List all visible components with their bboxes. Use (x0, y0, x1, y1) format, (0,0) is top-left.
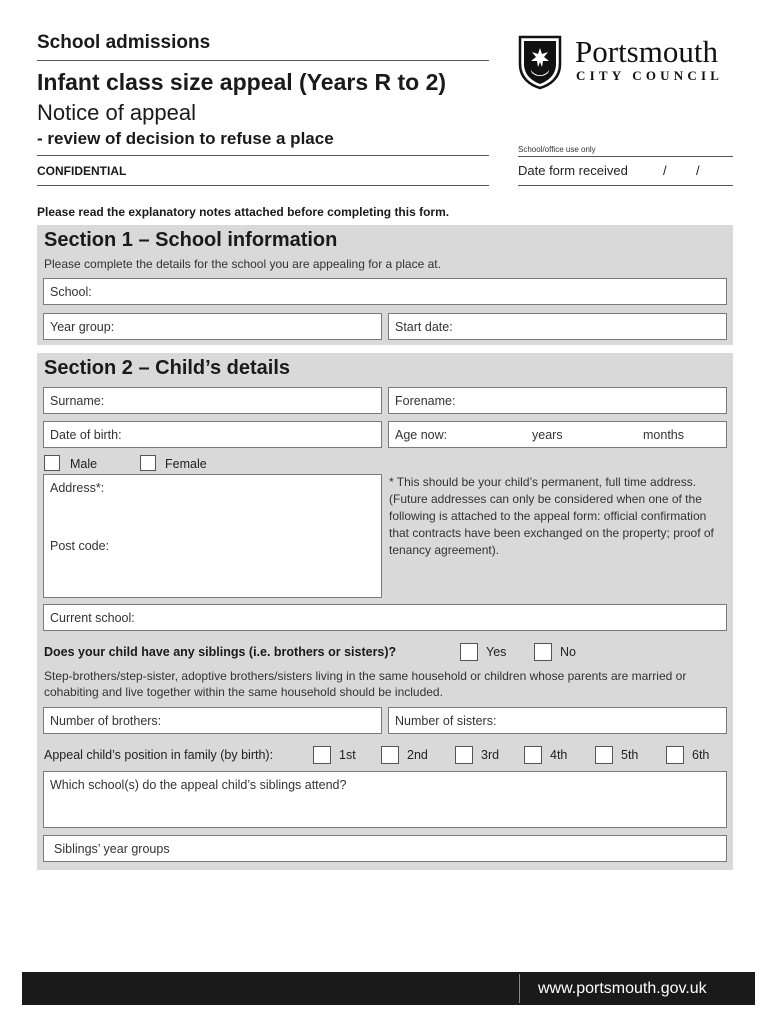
sisters-field[interactable] (388, 707, 727, 734)
form-purpose: - review of decision to refuse a place (37, 129, 334, 148)
brothers-label: Number of brothers: (50, 714, 162, 728)
surname-label: Surname: (50, 394, 105, 408)
male-checkbox[interactable] (44, 455, 60, 471)
position-3rd-label: 3rd (481, 748, 500, 762)
position-2nd-label: 2nd (407, 748, 428, 762)
page-subtitle: Notice of appeal (37, 100, 196, 125)
address-label: Address*: (50, 481, 105, 495)
position-question: Appeal child’s position in family (by birth): (44, 748, 274, 762)
sibling-schools-field[interactable] (43, 771, 727, 828)
divider (518, 185, 733, 186)
position-1st-checkbox[interactable] (313, 746, 331, 764)
divider (37, 185, 489, 186)
city-crest-icon (517, 34, 563, 90)
section-1-panel (37, 225, 733, 345)
start-date-label: Start date: (395, 320, 453, 334)
forename-label: Forename: (395, 394, 456, 408)
date-of-birth-label: Date of birth: (50, 428, 122, 442)
brothers-field[interactable] (43, 707, 382, 734)
position-4th-label: 4th (550, 748, 568, 762)
years-label: years (532, 428, 563, 442)
start-date-field[interactable] (388, 313, 727, 340)
footer-divider (519, 974, 520, 1003)
form-category: School admissions (37, 32, 211, 53)
siblings-question: Does your child have any siblings (i.e. brothers or sisters)? (44, 645, 397, 659)
logo-name: Portsmouth (575, 34, 718, 69)
current-school-field[interactable] (43, 604, 727, 631)
date-received-label: Date form received (518, 163, 628, 178)
position-1st-label: 1st (339, 748, 356, 762)
page-title: Infant class size appeal (Years R to 2) (37, 69, 447, 95)
position-3rd-checkbox[interactable] (455, 746, 473, 764)
female-checkbox[interactable] (140, 455, 156, 471)
female-label: Female (165, 457, 207, 471)
forename-field[interactable] (388, 387, 727, 414)
surname-field[interactable] (43, 387, 382, 414)
section-1-note: Please complete the details for the school you are appealing for a place at. (44, 257, 441, 271)
address-note: * This should be your child’s permanent, full time address. (Future addresses can only be considered when one of the following is attached to the appeal form: official confirmation that contracts have been exchanged on the property; proof of tenancy agreement). (389, 475, 714, 557)
age-now-field[interactable] (388, 421, 727, 448)
position-4th-checkbox[interactable] (524, 746, 542, 764)
section-2-heading: Section 2 – Child’s details (44, 357, 290, 379)
section-2-panel (37, 353, 733, 870)
year-group-label: Year group: (50, 320, 115, 334)
divider (37, 60, 489, 61)
male-label: Male (70, 457, 98, 471)
divider (37, 155, 489, 156)
step-siblings-note: Step-brothers/step-sister, adoptive brothers/sisters living in the same household or children whose parents are married or cohabiting and live together within the same household should be included. (44, 669, 687, 699)
footer-website-link[interactable]: www.portsmouth.gov.uk (538, 980, 707, 997)
age-now-label: Age now: (395, 428, 448, 442)
office-use-label: School/office use only (518, 145, 596, 154)
year-group-field[interactable] (43, 313, 382, 340)
logo-council: CITY COUNCIL (576, 68, 724, 83)
school-label: School: (50, 285, 92, 299)
position-2nd-checkbox[interactable] (381, 746, 399, 764)
siblings-yes-checkbox[interactable] (460, 643, 478, 661)
siblings-no-checkbox[interactable] (534, 643, 552, 661)
section-1-heading: Section 1 – School information (44, 229, 338, 251)
position-6th-label: 6th (692, 748, 710, 762)
sibling-year-groups-field[interactable] (43, 835, 727, 862)
date-of-birth-field[interactable] (43, 421, 382, 448)
current-school-label: Current school: (50, 611, 135, 625)
siblings-yes-label: Yes (486, 645, 507, 659)
divider (518, 156, 733, 157)
date-separator: / (696, 163, 700, 178)
position-5th-label: 5th (621, 748, 639, 762)
school-field[interactable] (43, 278, 727, 305)
sisters-label: Number of sisters: (395, 714, 497, 728)
position-5th-checkbox[interactable] (595, 746, 613, 764)
postcode-label: Post code: (50, 539, 110, 553)
address-field[interactable] (43, 474, 382, 598)
months-label: months (643, 428, 684, 442)
instructions: Please read the explanatory notes attached before completing this form. (37, 205, 450, 219)
position-6th-checkbox[interactable] (666, 746, 684, 764)
sibling-schools-label: Which school(s) do the appeal child’s siblings attend? (50, 778, 347, 792)
siblings-no-label: No (560, 645, 576, 659)
confidential-label: CONFIDENTIAL (37, 164, 127, 178)
sibling-year-groups-label: Siblings’ year groups (54, 842, 170, 856)
date-separator: / (663, 163, 667, 178)
